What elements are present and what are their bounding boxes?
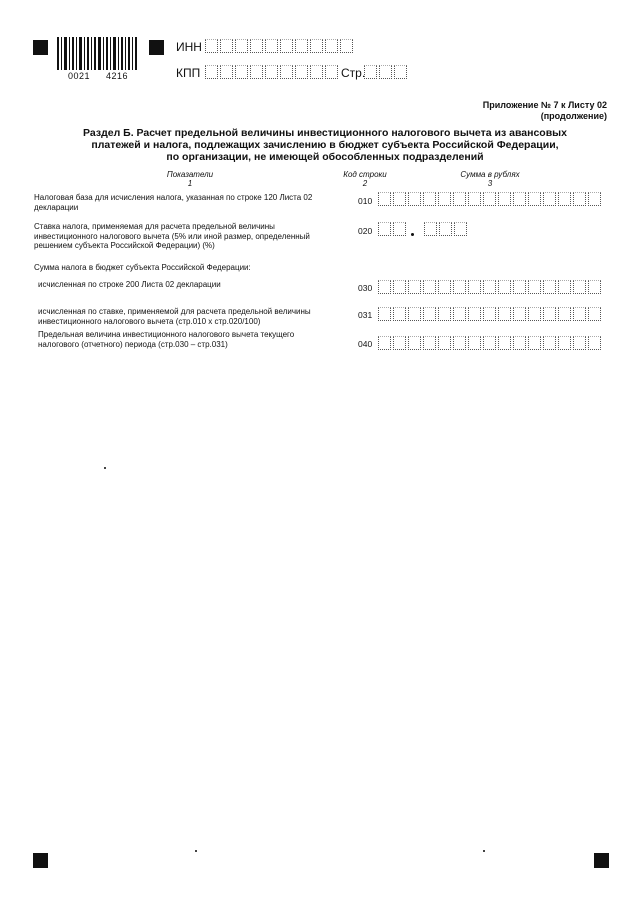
row-020-decimal-point bbox=[411, 233, 414, 236]
title-line-1: Раздел Б. Расчет предельной величины инвестиционного налогового вычета из авансовых bbox=[83, 127, 567, 139]
row-031-text: исчисленная по ставке, применяемой для расчета предельной величины инвестиционного налогового вычета (стр.010 x стр.020/100) bbox=[38, 307, 311, 326]
appendix-line-2: (продолжение) bbox=[540, 111, 607, 121]
section-label: Сумма налога в бюджет субъекта Российской Федерации: bbox=[34, 263, 251, 272]
row-020-integer-cells[interactable] bbox=[378, 222, 408, 236]
column-label: Сумма в рублях bbox=[460, 170, 520, 179]
title-line-2: платежей и налога, подлежащих зачислению в бюджет субъекта Российской Федерации, bbox=[91, 139, 559, 151]
row-040-text: Предельная величина инвестиционного налогового вычета текущего налогового (отчетного) периода (стр.030 – стр.031) bbox=[38, 330, 295, 349]
scan-speck bbox=[195, 850, 197, 852]
page-cells[interactable] bbox=[364, 65, 409, 79]
barcode bbox=[57, 37, 139, 70]
page-label: Стр. bbox=[341, 66, 366, 80]
corner-marker-top-left bbox=[33, 40, 48, 55]
row-040-code: 040 bbox=[358, 339, 373, 349]
kpp-label: КПП bbox=[176, 66, 201, 80]
row-030-code: 030 bbox=[358, 283, 373, 293]
appendix-line-1: Приложение № 7 к Листу 02 bbox=[482, 100, 607, 110]
column-label: Показатели bbox=[166, 170, 214, 179]
row-031-cells[interactable] bbox=[378, 307, 603, 321]
row-030-text: исчисленная по строке 200 Листа 02 декларации bbox=[38, 280, 221, 289]
barcode-number-1: 0021 bbox=[68, 71, 91, 81]
column-header-code bbox=[330, 170, 400, 188]
row-010-text: Налоговая база для исчисления налога, указанная по строке 120 Листа 02 декларации bbox=[34, 193, 313, 212]
column-header-sum bbox=[440, 170, 540, 188]
scan-speck bbox=[104, 467, 106, 469]
title-line-3: по организации, не имеющей обособленных подразделений bbox=[166, 151, 484, 163]
row-030-cells[interactable] bbox=[378, 280, 603, 294]
column-number: 3 bbox=[487, 179, 493, 188]
row-020-fraction-cells[interactable] bbox=[424, 222, 469, 236]
corner-marker-top-right bbox=[149, 40, 164, 55]
column-label: Код строки bbox=[343, 170, 387, 179]
column-header-indicators bbox=[130, 170, 250, 188]
inn-cells[interactable] bbox=[205, 39, 355, 53]
row-010-code: 010 bbox=[358, 196, 373, 206]
barcode-number-2: 4216 bbox=[106, 71, 129, 81]
appendix-note bbox=[483, 100, 607, 122]
corner-marker-bottom-left bbox=[33, 853, 48, 868]
scan-speck bbox=[483, 850, 485, 852]
inn-label: ИНН bbox=[176, 40, 202, 54]
row-020-code: 020 bbox=[358, 226, 373, 236]
row-031-code: 031 bbox=[358, 310, 373, 320]
kpp-cells[interactable] bbox=[205, 65, 340, 79]
corner-marker-bottom-right bbox=[594, 853, 609, 868]
column-number: 2 bbox=[362, 179, 368, 188]
row-020-text: Ставка налога, применяемая для расчета предельной величины инвестиционного налогового вычета (5% или иной размер, определенный решением субъекта Российской Федерации) (%) bbox=[34, 222, 310, 250]
column-number: 1 bbox=[187, 179, 193, 188]
section-title bbox=[60, 127, 590, 163]
row-010-cells[interactable] bbox=[378, 192, 603, 206]
row-040-cells[interactable] bbox=[378, 336, 603, 350]
